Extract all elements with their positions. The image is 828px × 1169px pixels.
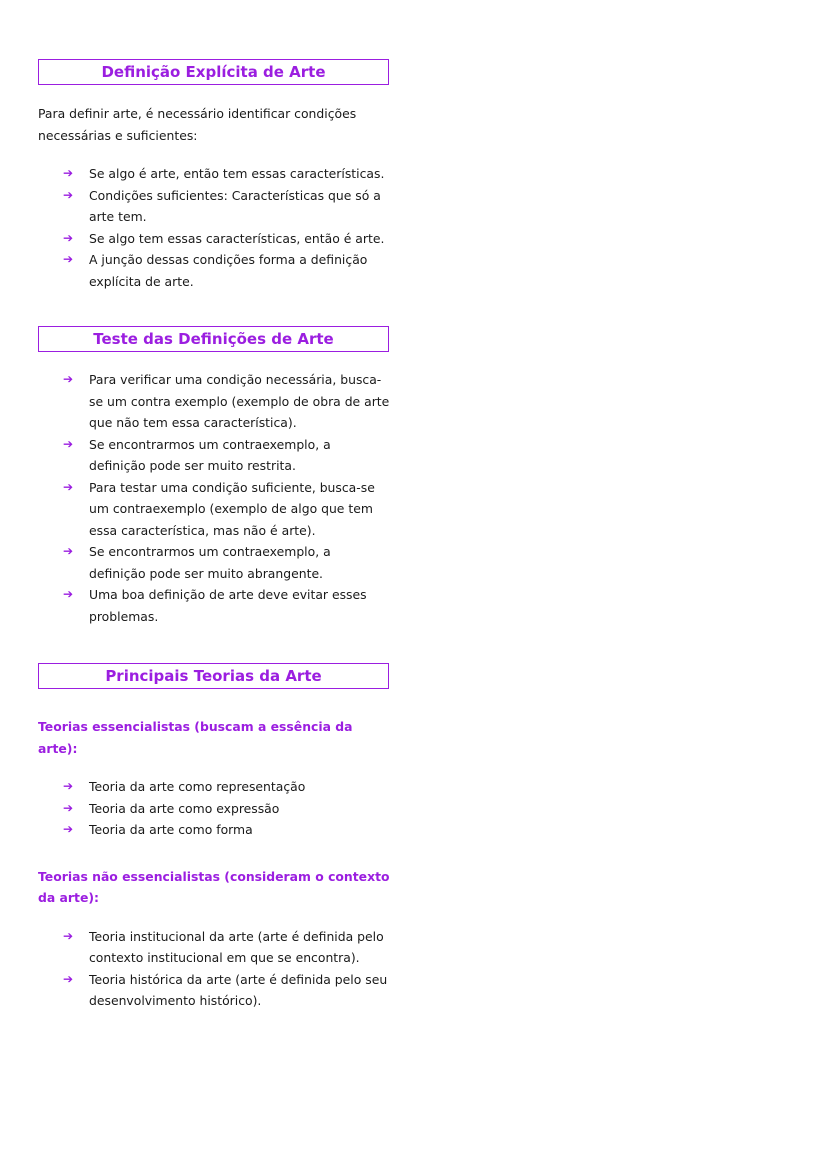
section-title: Definição Explícita de Arte [101,63,326,81]
arrow-right-icon: ➔ [63,587,74,601]
list-item [38,163,390,185]
list-item [38,249,390,292]
section-title-box [38,663,389,689]
list-item [38,776,390,798]
arrow-right-icon: ➔ [63,230,74,245]
list-item-text: Teoria da arte como representação [89,779,306,794]
arrow-right-icon: ➔ [63,166,74,180]
list-item-text: Para verificar uma condição necessária, busca-se um contra exemplo (exemplo de obra de arte que não tem essa característica). [89,372,390,430]
bullet-list [38,776,390,841]
section-definicao-explicita [38,59,390,292]
list-item [38,969,390,1012]
list-item [38,477,390,542]
list-item-text: Teoria da arte como expressão [89,800,280,816]
list-item-text: Teoria da arte como forma [89,822,253,837]
list-item-text: Para testar uma condição suficiente, busca-se um contraexemplo (exemplo de algo que tem essa característica, mas não é arte). [89,479,375,538]
list-item-text: Uma boa definição de arte deve evitar esses problemas. [89,587,367,624]
intro-paragraph: Para definir arte, é necessário identificar condições necessárias e suficientes: [38,106,357,143]
arrow-right-icon: ➔ [63,822,74,836]
arrow-right-icon: ➔ [63,800,74,815]
list-item [38,369,390,434]
subheading-essencialistas: Teorias essencialistas (buscam a essência da arte): [38,719,353,756]
arrow-right-icon: ➔ [63,187,74,202]
list-item-text: Se algo é arte, então tem essas características. [89,166,385,181]
list-item-text: A junção dessas condições forma a definição explícita de arte. [89,252,368,289]
list-item [38,185,390,228]
list-item-text: Teoria histórica da arte (arte é definida pelo seu desenvolvimento histórico). [89,971,388,1008]
arrow-right-icon: ➔ [63,971,74,986]
arrow-right-icon: ➔ [63,779,74,793]
arrow-right-icon: ➔ [63,928,74,943]
bullet-list [38,163,390,292]
list-item [38,541,390,584]
list-item [38,228,390,250]
arrow-right-icon: ➔ [63,252,74,266]
section-title-box [38,59,389,85]
bullet-list [38,369,390,627]
list-item-text: Se encontrarmos um contraexemplo, a definição pode ser muito restrita. [89,436,331,473]
section-title-box [38,326,389,352]
section-teste-definicoes [38,326,390,627]
section-title: Teste das Definições de Arte [93,330,334,348]
list-item [38,434,390,477]
arrow-right-icon: ➔ [63,544,74,558]
section-principais-teorias [38,663,390,1012]
list-item [38,819,390,841]
bullet-list [38,926,390,1012]
arrow-right-icon: ➔ [63,436,74,451]
list-item [38,798,390,820]
list-item-text: Se algo tem essas características, então é arte. [89,230,385,246]
list-item-text: Teoria institucional da arte (arte é definida pelo contexto institucional em que se encontra). [89,928,384,965]
list-item [38,926,390,969]
arrow-right-icon: ➔ [63,372,74,386]
subheading-nao-essencialistas: Teorias não essencialistas (consideram o contexto da arte): [38,868,390,905]
section-title: Principais Teorias da Arte [105,667,322,685]
list-item-text: Se encontrarmos um contraexemplo, a definição pode ser muito abrangente. [89,544,331,581]
arrow-right-icon: ➔ [63,479,74,494]
list-item [38,584,390,627]
list-item-text: Condições suficientes: Características que só a arte tem. [89,187,381,224]
